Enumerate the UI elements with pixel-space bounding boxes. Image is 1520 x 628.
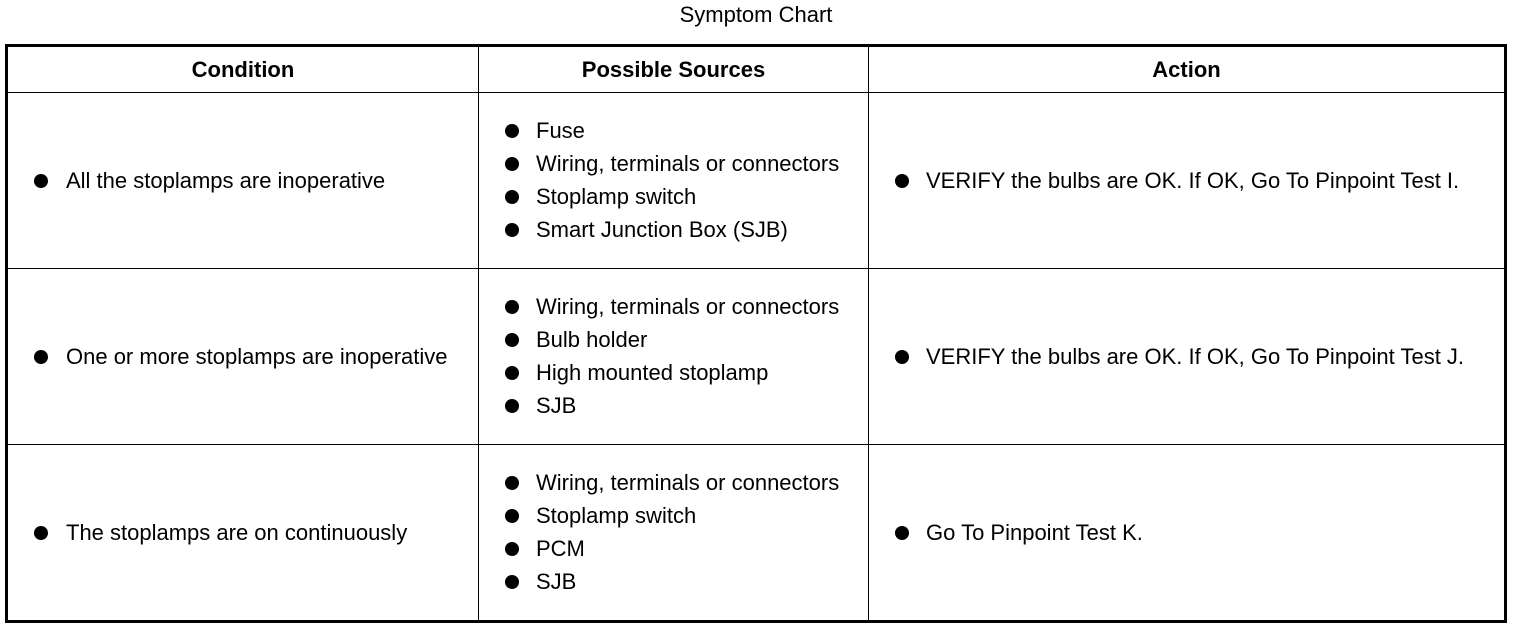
condition-cell [7, 269, 479, 445]
condition-cell [7, 93, 479, 269]
source-item: Fuse [479, 116, 868, 146]
action-text: Go To Pinpoint Test K. [869, 518, 1504, 548]
source-item: Wiring, terminals or connectors [479, 292, 868, 322]
header-action: Action [869, 46, 1506, 93]
source-item: Stoplamp switch [479, 182, 868, 212]
sources-cell [479, 93, 869, 269]
condition-text: All the stoplamps are inoperative [8, 166, 478, 196]
action-text: VERIFY the bulbs are OK. If OK, Go To Pinpoint Test J. [869, 342, 1504, 372]
source-item: High mounted stoplamp [479, 358, 868, 388]
source-item: Smart Junction Box (SJB) [479, 215, 868, 245]
source-item: SJB [479, 391, 868, 421]
table-row [7, 93, 1506, 269]
source-item: Stoplamp switch [479, 501, 868, 531]
source-item: Wiring, terminals or connectors [479, 468, 868, 498]
action-cell [869, 93, 1506, 269]
sources-cell [479, 445, 869, 622]
action-text: VERIFY the bulbs are OK. If OK, Go To Pinpoint Test I. [869, 166, 1504, 196]
condition-text: The stoplamps are on continuously [8, 518, 478, 548]
source-item: SJB [479, 567, 868, 597]
chart-title: Symptom Chart [679, 2, 833, 27]
table-row [7, 445, 1506, 622]
condition-cell [7, 445, 479, 622]
table-row [7, 269, 1506, 445]
action-cell [869, 445, 1506, 622]
header-possible-sources: Possible Sources [479, 46, 869, 93]
action-cell [869, 269, 1506, 445]
header-row [7, 46, 1506, 93]
source-item: Wiring, terminals or connectors [479, 149, 868, 179]
source-item: Bulb holder [479, 325, 868, 355]
source-item: PCM [479, 534, 868, 564]
header-condition: Condition [7, 46, 479, 93]
sources-cell [479, 269, 869, 445]
symptom-chart-table [5, 44, 1507, 623]
condition-text: One or more stoplamps are inoperative [8, 342, 478, 372]
